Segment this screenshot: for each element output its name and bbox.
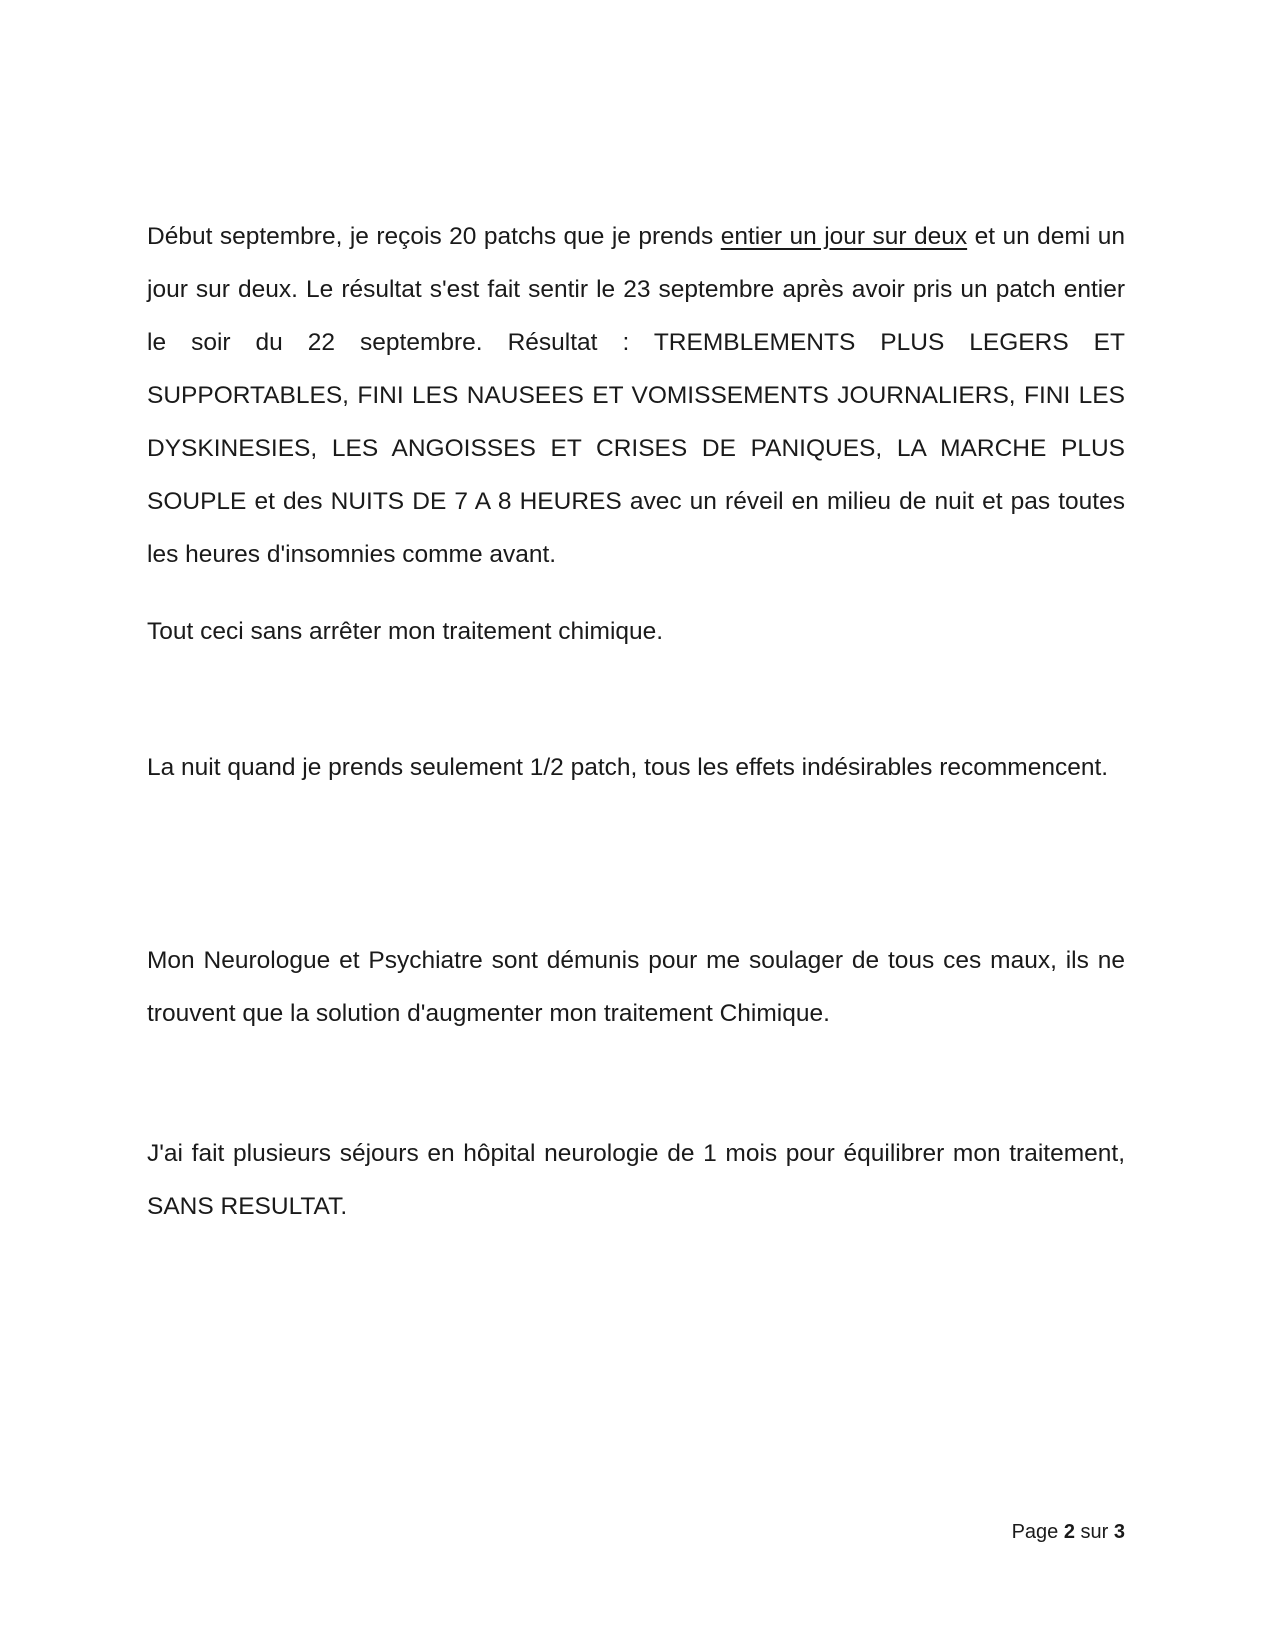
page-mid: sur [1074, 1521, 1114, 1543]
paragraph-text: et un demi un jour sur deux. Le résultat s'est fait sentir le 23 septembre après avoir pris un patch entier le soir du 22 septembre. Résultat : TREMBLEMENTS PLUS LEGERS ET SUPPORTABLES, FINI LES NAUSEES ET VOMISSEMENTS JOURNALIERS, FINI LES DYSKINESIES, LES ANGOISSES ET CRISES DE PANIQUES, LA MARCHE PLUS SOUPLE et des NUITS DE 7 A 8 HEURES avec un réveil en milieu de nuit et pas toutes les heures d'insomnies comme avant. [147, 223, 1125, 568]
page-current: 2 [1063, 1521, 1075, 1543]
page-total: 3 [1113, 1521, 1125, 1543]
page-prefix: Page [1011, 1521, 1064, 1543]
underlined-text: entier un jour sur deux [720, 223, 968, 250]
paragraph-doctors: Mon Neurologue et Psychiatre sont démunis pour me soulager de tous ces maux, ils ne trouvent que la solution d'augmenter mon traitement Chimique. [147, 947, 1125, 1027]
page-number-footer [900, 1518, 1125, 1546]
paragraph-text: Début septembre, je reçois 20 patchs que je prends [147, 223, 721, 250]
paragraph-hospital-stays: J'ai fait plusieurs séjours en hôpital neurologie de 1 mois pour équilibrer mon traitement, SANS RESULTAT. [147, 1140, 1125, 1220]
paragraph-patch-results [147, 210, 1125, 581]
paragraph-half-patch: La nuit quand je prends seulement 1/2 patch, tous les effets indésirables recommencent. [147, 754, 1109, 781]
paragraph-chemical-treatment: Tout ceci sans arrêter mon traitement chimique. [147, 618, 664, 645]
